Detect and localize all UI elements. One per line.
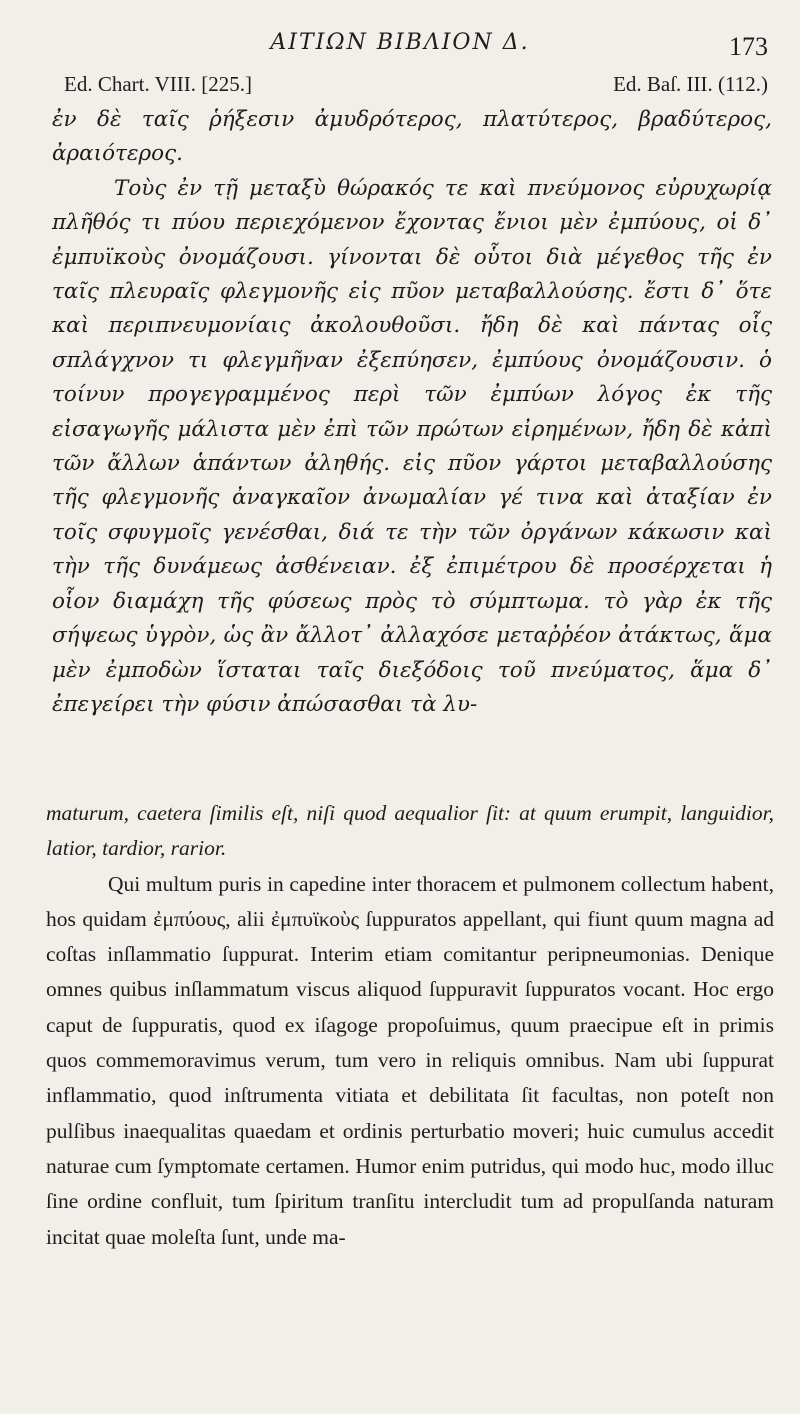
edition-chartier-ref: Ed. Chart. VIII. [225.]	[64, 72, 252, 96]
latin-text-block	[46, 796, 774, 1255]
page-header	[0, 30, 800, 70]
page-number: 173	[729, 32, 768, 61]
edition-basel-ref: Ed. Baſ. III. (112.)	[613, 72, 768, 96]
greek-text-block	[52, 103, 772, 722]
greek-paragraph-1: ἐν δὲ ταῖς ῥήξεσιν ἀμυδρότερος, πλατύτερος, βραδύτερος, ἀραιότερος.	[52, 107, 772, 167]
latin-paragraph-2: Qui multum puris in capedine inter thoracem et pulmonem collectum habent, hos quidam ἐμπύους, alii ἐμπυϊκοὺς ſuppuratos appellant, qui fiunt quum magna ad coſtas inſlammatio ſuppurat. Interim etiam comitantur peripneumonias. Denique omnes quibus inſlammatum viscus aliquod ſuppuravit ſuppuratos vocant. Hoc ergo caput de ſuppuratis, quod ex iſagoge propoſuimus, quum praecipue eſt in primis quos commemoravimus verum, tum vero in reliquis omnibus. Nam ubi ſuppurat inflammatio, quod inſtrumenta vitiata et debilitata ſit facultas, non poteſt non pulſibus inaequalitas quaedam et ordinis perturbatio moveri; huic cumulus accedit naturae cum ſymptomate certamen. Humor enim putridus, qui modo huc, modo illuc ſine ordine confluit, tum ſpiritum tranſitu intercludit tum ad propulſanda naturam incitat quae moleſta ſunt, unde ma-	[46, 871, 774, 1249]
latin-paragraph-1: maturum, caetera ſimilis eſt, niſi quod aequalior ſit: at quum erumpit, languidior, latior, tardior, rarior.	[46, 801, 774, 861]
running-title: ΑΙΤΙΩΝ ΒΙΒΛΙΟΝ Δ.	[270, 30, 530, 55]
greek-paragraph-2: Τοὺς ἐν τῇ μεταξὺ θώρακός τε καὶ πνεύμονος εὐρυχωρίᾳ πλῆθός τι πύου περιεχόμενον ἔχοντας ἔνιοι μὲν ἐμπύους, οἱ δ᾽ ἐμπυϊκοὺς ὀνομάζουσι. γίνονται δὲ οὗτοι διὰ μέγεθος τῆς ἐν ταῖς πλευραῖς φλεγμονῆς εἰς πῦον μεταβαλλούσης. ἔστι δ᾽ ὅτε καὶ περιπνευμονίαις ἀκολουθοῦσι. ἤδη δὲ καὶ πάντας οἷς σπλάγχνον τι φλεγμῆναν ἐξεπύησεν, ἐμπύους ὀνομάζουσιν. ὁ τοίνυν προγεγραμμένος περὶ τῶν ἐμπύων λόγος ἐκ τῆς εἰσαγωγῆς μάλιστα μὲν ἐπὶ τῶν πρώτων εἰρημένων, ἤδη δὲ κἀπὶ τῶν ἄλλων ἁπάντων ἀληθής. εἰς πῦον γάρτοι μεταβαλλούσης τῆς φλεγμονῆς ἀναγκαῖον ἀνωμαλίαν γέ τινα καὶ ἀταξίαν ἐν τοῖς σφυγμοῖς γενέσθαι, διά τε τὴν τῶν ὀργάνων κάκωσιν καὶ τὴν τῆς δυνάμεως ἀσθένειαν. ἐξ ἐπιμέτρου δὲ προσέρχεται ἡ οἷον διαμάχη τῆς φύσεως πρὸς τὸ σύμπτωμα. τὸ γὰρ ἐκ τῆς σήψεως ὑγρὸν, ὡς ἂν ἄλλοτ᾽ ἀλλαχόσε μεταῤῥέον ἀτάκτως, ἅμα μὲν ἐμποδὼν ἵσταται ταῖς διεξόδοις τοῦ πνεύματος, ἅμα δ᾽ ἐπεγείρει τὴν φύσιν ἀπώσασθαι τὰ λυ-	[52, 175, 772, 717]
edition-reference-line	[64, 72, 768, 100]
